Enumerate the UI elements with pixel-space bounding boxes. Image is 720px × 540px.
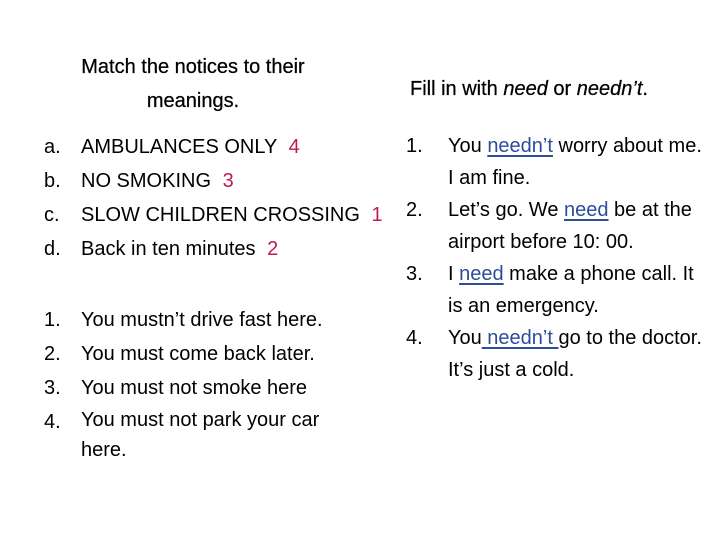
meanings-list	[44, 303, 364, 467]
notice-item	[44, 198, 384, 232]
meaning-marker: 1.	[44, 309, 61, 331]
fill-in-list	[406, 130, 706, 386]
meaning-text: You must not park your car here.	[81, 409, 320, 461]
notice-marker: d.	[44, 238, 61, 260]
fill-title-prefix: Fill in with	[410, 78, 504, 100]
notice-text: AMBULANCES ONLY	[81, 136, 277, 158]
matching-title-line-1: Match the notices to their	[81, 56, 305, 78]
matching-title	[40, 50, 346, 118]
fill-before: You	[448, 135, 488, 157]
meaning-item	[44, 405, 364, 467]
meaning-item	[44, 303, 364, 337]
notice-item	[44, 232, 384, 266]
notice-answer: 3	[222, 170, 234, 192]
fill-sentence	[448, 322, 706, 386]
fill-before: I	[448, 263, 460, 285]
fill-sentence	[448, 258, 706, 322]
notice-marker: a.	[44, 136, 61, 158]
fill-item	[406, 194, 706, 258]
notices-list	[44, 130, 384, 266]
fill-title-mid: or	[547, 78, 577, 100]
fill-title-word-need: need	[503, 78, 548, 100]
notice-item	[44, 130, 384, 164]
fill-after: make a phone call. It is an emergency.	[448, 263, 694, 317]
meaning-marker: 3.	[44, 377, 61, 399]
notice-answer: 2	[267, 238, 279, 260]
fill-answer: needn’t	[481, 327, 559, 349]
meaning-text: You must come back later.	[81, 343, 315, 365]
meaning-text: You mustn’t drive fast here.	[81, 309, 323, 331]
fill-before: Let’s go. We	[448, 199, 564, 221]
fill-item	[406, 322, 706, 386]
fill-item	[406, 258, 706, 322]
notice-marker: c.	[44, 204, 60, 226]
fill-marker: 4.	[406, 327, 423, 349]
meaning-item	[44, 371, 364, 405]
fill-marker: 2.	[406, 199, 423, 221]
fill-after: go to the doctor. It’s just a cold.	[448, 327, 702, 381]
fill-title-word-neednt: needn’t	[576, 78, 643, 100]
notice-answer: 1	[371, 204, 383, 226]
notice-item	[44, 164, 384, 198]
fill-sentence	[448, 130, 706, 194]
fill-marker: 3.	[406, 263, 423, 285]
meaning-marker: 4.	[44, 411, 61, 433]
meaning-item	[44, 337, 364, 371]
fill-after: be at the airport before 10: 00.	[448, 199, 692, 253]
fill-in-title	[410, 74, 710, 104]
fill-item	[406, 130, 706, 194]
meaning-text: You must not smoke here	[81, 377, 308, 399]
notice-text: SLOW CHILDREN CROSSING	[81, 204, 360, 226]
fill-sentence	[448, 194, 706, 258]
notice-text: NO SMOKING	[81, 170, 212, 192]
matching-title-line-2: meanings.	[146, 90, 240, 112]
fill-before: You	[448, 327, 482, 349]
fill-answer: need	[459, 263, 504, 285]
fill-answer: needn’t	[487, 135, 553, 157]
notice-marker: b.	[44, 170, 61, 192]
fill-answer: need	[564, 199, 609, 221]
meaning-marker: 2.	[44, 343, 61, 365]
notice-text: Back in ten minutes	[81, 238, 256, 260]
fill-after: worry about me. I am fine.	[448, 135, 702, 189]
fill-title-suffix: .	[642, 78, 648, 100]
notice-answer: 4	[288, 136, 300, 158]
fill-marker: 1.	[406, 135, 423, 157]
